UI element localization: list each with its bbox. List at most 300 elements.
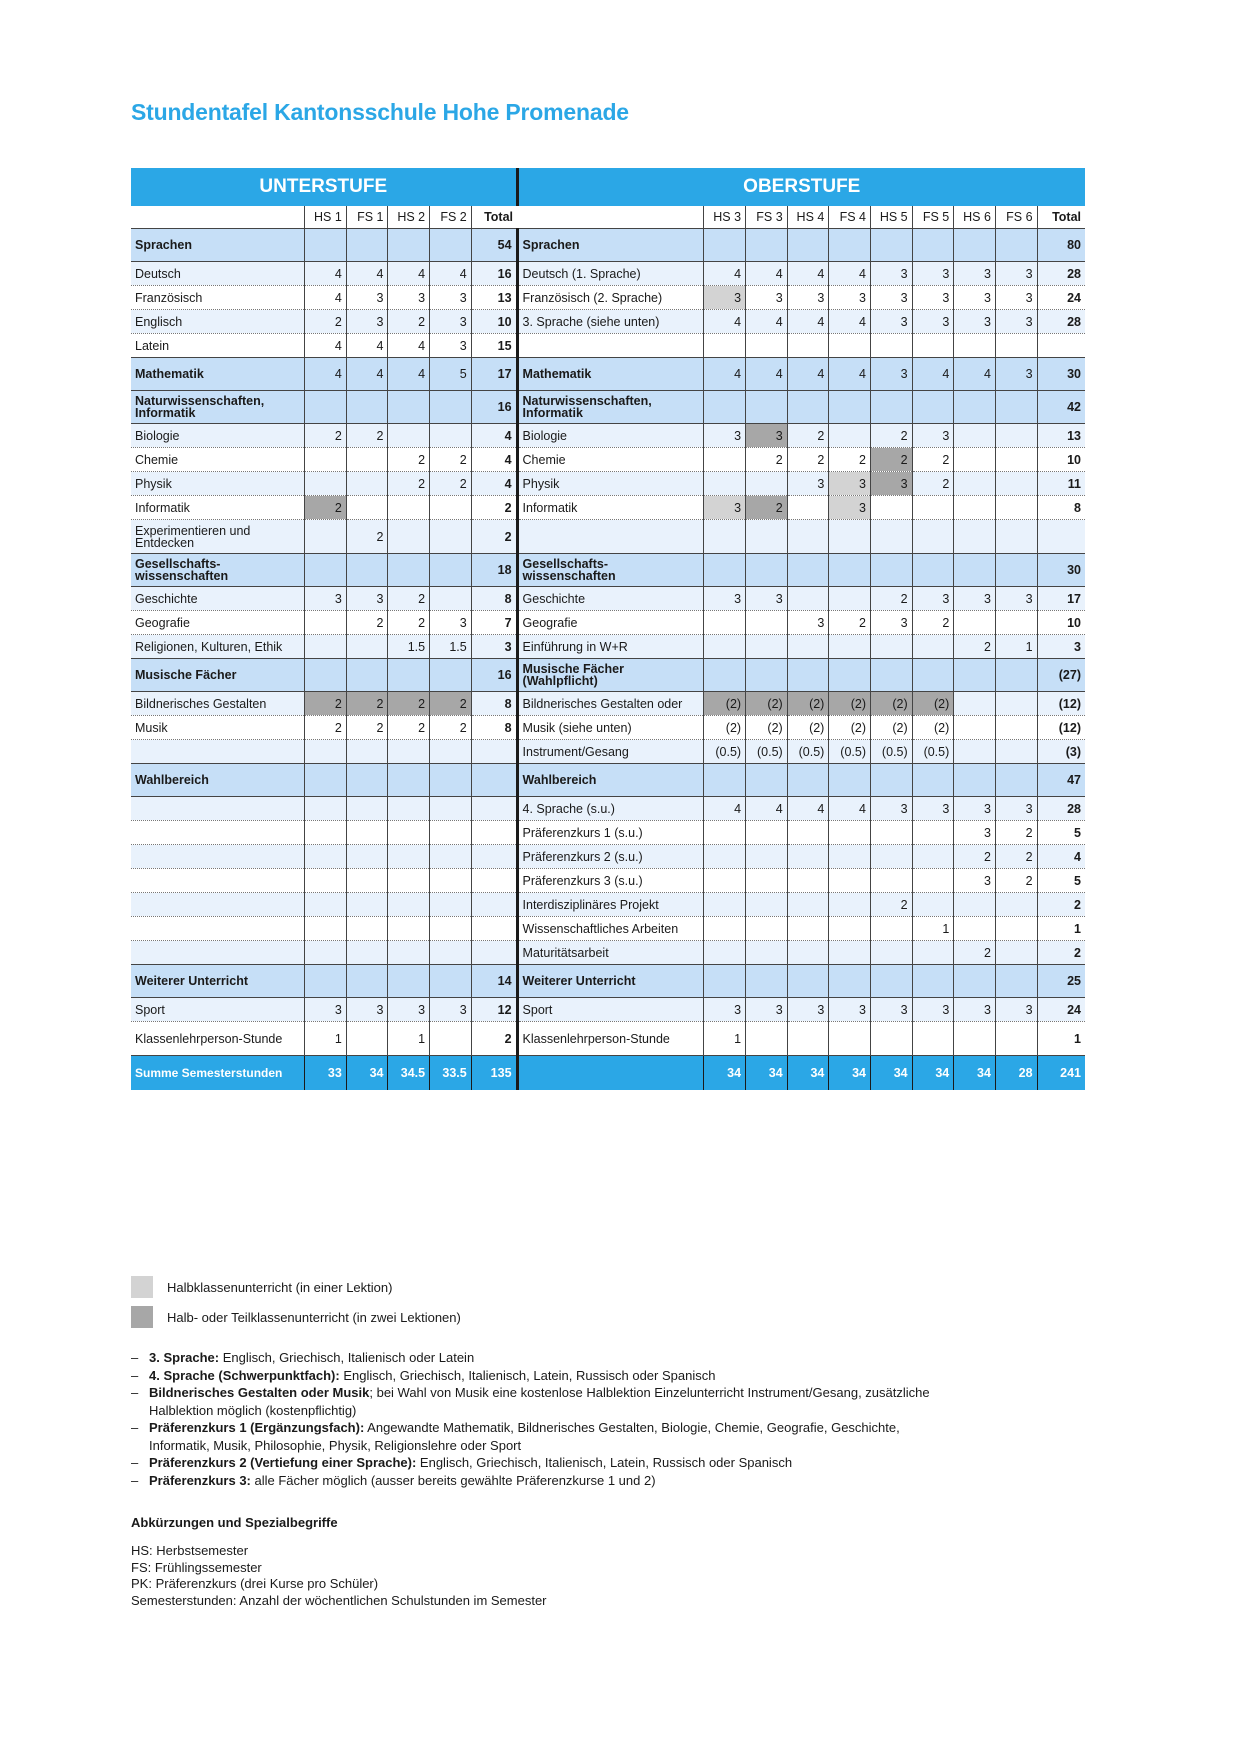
hours-cell (305, 448, 347, 472)
hours-cell: 2 (305, 310, 347, 334)
hours-cell (954, 472, 996, 496)
hours-cell: 3 (829, 998, 871, 1022)
hours-cell: 4 (787, 797, 829, 821)
hours-cell (870, 334, 912, 358)
hours-cell: 4 (704, 310, 746, 334)
hours-cell (430, 764, 472, 797)
total-cell: 10 (1037, 448, 1085, 472)
total-cell: 30 (1037, 358, 1085, 391)
hours-cell: 3 (704, 496, 746, 520)
hours-cell: 4 (704, 358, 746, 391)
total-cell: 10 (471, 310, 517, 334)
hours-cell (388, 520, 430, 554)
hours-cell: (0.5) (870, 740, 912, 764)
subject-label-unter (131, 740, 305, 764)
hours-cell (388, 821, 430, 845)
hours-cell: 3 (912, 998, 954, 1022)
hours-cell: 1 (995, 635, 1037, 659)
hours-cell (388, 496, 430, 520)
hours-cell: 2 (746, 448, 788, 472)
hours-cell: (2) (746, 692, 788, 716)
subject-label-ober: Chemie (517, 448, 704, 472)
hours-cell: 4 (388, 262, 430, 286)
hours-cell: (0.5) (746, 740, 788, 764)
hours-cell (954, 965, 996, 998)
hours-cell (346, 893, 388, 917)
hours-cell (388, 797, 430, 821)
total-cell: 18 (471, 554, 517, 587)
hours-cell: 3 (388, 998, 430, 1022)
hours-cell: 3 (995, 286, 1037, 310)
footnote-term: 4. Sprache (Schwerpunktfach): (149, 1367, 340, 1383)
hours-cell (995, 472, 1037, 496)
total-cell: 47 (1037, 764, 1085, 797)
hours-cell (995, 659, 1037, 692)
hours-cell (430, 496, 472, 520)
hours-cell (746, 334, 788, 358)
hours-cell (954, 424, 996, 448)
category-row (131, 965, 1085, 998)
hours-cell (704, 520, 746, 554)
hours-cell (305, 893, 347, 917)
hours-cell (829, 229, 871, 262)
hours-cell: 28 (995, 1056, 1037, 1091)
total-cell: 2 (1037, 941, 1085, 965)
hours-cell (746, 472, 788, 496)
hours-cell: 2 (787, 448, 829, 472)
total-cell (1037, 520, 1085, 554)
total-cell (471, 941, 517, 965)
col-header-ober: HS 4 (787, 206, 829, 229)
hours-cell: 4 (787, 358, 829, 391)
hours-cell (787, 659, 829, 692)
hours-cell (912, 659, 954, 692)
total-cell: 12 (471, 998, 517, 1022)
hours-cell: 4 (746, 358, 788, 391)
total-cell: 2 (471, 1022, 517, 1056)
subject-label-ober: Präferenzkurs 1 (s.u.) (517, 821, 704, 845)
hours-cell (746, 611, 788, 635)
hours-cell (430, 965, 472, 998)
hours-cell: 4 (912, 358, 954, 391)
hours-cell: 33.5 (430, 1056, 472, 1091)
hours-cell: 3 (704, 286, 746, 310)
footnote-item (131, 1349, 931, 1367)
hours-cell (746, 229, 788, 262)
hours-cell: 2 (870, 424, 912, 448)
hours-cell (870, 869, 912, 893)
subject-label-ober: Informatik (517, 496, 704, 520)
total-cell: 80 (1037, 229, 1085, 262)
hours-cell: 2 (912, 611, 954, 635)
hours-cell: 4 (346, 334, 388, 358)
total-cell: 17 (471, 358, 517, 391)
hours-cell (346, 821, 388, 845)
hours-cell (954, 692, 996, 716)
hours-cell: 2 (305, 716, 347, 740)
footnote-item (131, 1472, 931, 1490)
hours-cell (388, 893, 430, 917)
total-cell: 14 (471, 965, 517, 998)
hours-cell (870, 821, 912, 845)
hours-cell (430, 869, 472, 893)
hours-cell: 4 (305, 334, 347, 358)
hours-cell (954, 764, 996, 797)
oberstufe-label-header (517, 206, 704, 229)
hours-cell: 34 (704, 1056, 746, 1091)
total-cell: 2 (1037, 893, 1085, 917)
hours-cell (829, 587, 871, 611)
hours-cell: 3 (870, 797, 912, 821)
hours-cell (746, 659, 788, 692)
hours-cell (912, 869, 954, 893)
footnote-text: Angewandte Mathematik, Bildnerisches Gestalten, Biologie, Chemie, Geografie, Geschichte, Informatik, Musik, Philosophie, Physik, Religionslehre oder Sport (149, 1420, 900, 1453)
hours-cell (388, 764, 430, 797)
hours-cell (346, 845, 388, 869)
total-cell: 16 (471, 262, 517, 286)
hours-cell (388, 917, 430, 941)
hours-cell: 3 (995, 358, 1037, 391)
hours-cell: 34 (787, 1056, 829, 1091)
subject-label-unter: Klassenlehrperson-Stunde (131, 1022, 305, 1056)
hours-cell (954, 917, 996, 941)
total-cell: 17 (1037, 587, 1085, 611)
hours-cell: 4 (787, 310, 829, 334)
subject-label-ober: Interdisziplinäres Projekt (517, 893, 704, 917)
hours-cell (346, 941, 388, 965)
subject-label-unter: Französisch (131, 286, 305, 310)
hours-cell: 3 (829, 472, 871, 496)
total-cell: 241 (1037, 1056, 1085, 1091)
hours-cell (346, 554, 388, 587)
hours-cell (870, 554, 912, 587)
hours-cell (995, 520, 1037, 554)
total-cell (471, 797, 517, 821)
hours-cell (870, 845, 912, 869)
subject-row (131, 893, 1085, 917)
hours-cell (746, 764, 788, 797)
subject-label-ober: Physik (517, 472, 704, 496)
hours-cell (704, 941, 746, 965)
total-cell: 25 (1037, 965, 1085, 998)
total-cell: 2 (471, 496, 517, 520)
hours-cell (704, 334, 746, 358)
category-row (131, 391, 1085, 424)
hours-cell: 3 (995, 797, 1037, 821)
subject-row (131, 424, 1085, 448)
hours-cell (787, 229, 829, 262)
subject-label-ober: Naturwissenschaften, Informatik (517, 391, 704, 424)
total-cell: 4 (471, 448, 517, 472)
hours-cell: 3 (430, 611, 472, 635)
col-header-ober: HS 5 (870, 206, 912, 229)
hours-cell (787, 845, 829, 869)
subject-label-unter: Musik (131, 716, 305, 740)
hours-cell (954, 391, 996, 424)
hours-cell (346, 797, 388, 821)
legend-swatch-dark (131, 1306, 153, 1328)
subject-label-unter: Naturwissenschaften, Informatik (131, 391, 305, 424)
hours-cell (912, 893, 954, 917)
total-cell: 24 (1037, 998, 1085, 1022)
footnote-text: Englisch, Griechisch, Italienisch oder Latein (219, 1350, 475, 1365)
hours-cell: 4 (746, 262, 788, 286)
hours-cell: (2) (912, 692, 954, 716)
hours-cell (346, 764, 388, 797)
col-header-unter: FS 1 (346, 206, 388, 229)
hours-cell: 2 (388, 587, 430, 611)
hours-cell (829, 391, 871, 424)
subject-label-unter: Mathematik (131, 358, 305, 391)
hours-cell (704, 554, 746, 587)
total-cell (471, 893, 517, 917)
total-cell (471, 764, 517, 797)
hours-cell (704, 635, 746, 659)
hours-cell (912, 520, 954, 554)
subject-label-unter: Religionen, Kulturen, Ethik (131, 635, 305, 659)
hours-cell: 2 (995, 821, 1037, 845)
hours-cell: 2 (305, 496, 347, 520)
hours-cell: 3 (346, 310, 388, 334)
hours-cell (787, 893, 829, 917)
hours-cell (346, 635, 388, 659)
subject-label-ober: Geschichte (517, 587, 704, 611)
legend-item-dark (131, 1302, 461, 1332)
hours-cell: 2 (430, 716, 472, 740)
hours-cell (704, 893, 746, 917)
col-header-unter: FS 2 (430, 206, 472, 229)
hours-cell: 3 (870, 286, 912, 310)
footnote-text: Englisch, Griechisch, Italienisch, Latein, Russisch oder Spanisch (416, 1455, 793, 1470)
hours-cell: 1 (912, 917, 954, 941)
footnote-term: Bildnerisches Gestalten oder Musik (149, 1385, 370, 1400)
total-cell (471, 869, 517, 893)
hours-cell (829, 821, 871, 845)
hours-cell (954, 229, 996, 262)
hours-cell (870, 941, 912, 965)
abbreviations-title: Abkürzungen und Spezialbegriffe (131, 1515, 338, 1530)
legend (131, 1272, 461, 1332)
subject-label-ober: Musik (siehe unten) (517, 716, 704, 740)
hours-cell: 4 (388, 334, 430, 358)
hours-cell (787, 520, 829, 554)
hours-cell: 2 (388, 448, 430, 472)
subject-label-ober: Weiterer Unterricht (517, 965, 704, 998)
hours-cell: 4 (787, 262, 829, 286)
subject-label-ober: Musische Fächer (Wahlpflicht) (517, 659, 704, 692)
hours-cell: 3 (954, 998, 996, 1022)
subject-label-ober (517, 520, 704, 554)
hours-cell: 2 (388, 611, 430, 635)
footnote-item (131, 1454, 931, 1472)
subject-row (131, 472, 1085, 496)
hours-cell (995, 554, 1037, 587)
hours-cell: 2 (954, 845, 996, 869)
hours-cell: 4 (305, 358, 347, 391)
hours-cell (430, 797, 472, 821)
hours-cell (912, 965, 954, 998)
subject-label-unter: Sport (131, 998, 305, 1022)
hours-cell (305, 611, 347, 635)
hours-cell (870, 520, 912, 554)
col-header-ober: Total (1037, 206, 1085, 229)
hours-cell (995, 692, 1037, 716)
hours-cell (829, 941, 871, 965)
subject-label-unter: Deutsch (131, 262, 305, 286)
hours-cell: 1.5 (388, 635, 430, 659)
hours-cell: 3 (430, 310, 472, 334)
hours-cell (954, 520, 996, 554)
col-header-unter: HS 1 (305, 206, 347, 229)
hours-cell (870, 1022, 912, 1056)
subject-label-ober: 4. Sprache (s.u.) (517, 797, 704, 821)
hours-cell (870, 659, 912, 692)
hours-cell (430, 659, 472, 692)
hours-cell (746, 941, 788, 965)
total-cell: 7 (471, 611, 517, 635)
hours-cell: 3 (430, 334, 472, 358)
subject-label-unter: Bildnerisches Gestalten (131, 692, 305, 716)
hours-cell: 2 (954, 941, 996, 965)
hours-cell: 4 (829, 262, 871, 286)
total-cell: 1 (1037, 917, 1085, 941)
hours-cell (346, 472, 388, 496)
hours-cell (954, 496, 996, 520)
total-cell: 5 (1037, 821, 1085, 845)
hours-cell (430, 554, 472, 587)
hours-cell (995, 716, 1037, 740)
hours-cell (912, 554, 954, 587)
subject-row (131, 797, 1085, 821)
hours-cell (746, 965, 788, 998)
subject-row (131, 869, 1085, 893)
hours-cell (787, 496, 829, 520)
total-cell: 1 (1037, 1022, 1085, 1056)
hours-cell (305, 740, 347, 764)
total-cell (471, 845, 517, 869)
subject-label-ober: Präferenzkurs 2 (s.u.) (517, 845, 704, 869)
hours-cell (829, 659, 871, 692)
legend-item-light (131, 1272, 461, 1302)
hours-cell: 3 (870, 472, 912, 496)
hours-cell (954, 448, 996, 472)
hours-cell (388, 845, 430, 869)
hours-cell (430, 941, 472, 965)
total-cell: 8 (471, 692, 517, 716)
subject-label-unter: Physik (131, 472, 305, 496)
hours-cell (305, 917, 347, 941)
hours-cell (829, 893, 871, 917)
total-cell: 24 (1037, 286, 1085, 310)
hours-cell (746, 917, 788, 941)
hours-cell (995, 611, 1037, 635)
subject-label-unter: Geschichte (131, 587, 305, 611)
hours-cell: 3 (787, 998, 829, 1022)
hours-cell (704, 869, 746, 893)
total-cell: 2 (471, 520, 517, 554)
subject-row (131, 716, 1085, 740)
hours-cell (995, 917, 1037, 941)
subject-label-unter (131, 869, 305, 893)
hours-cell: 3 (787, 286, 829, 310)
hours-cell: 2 (870, 587, 912, 611)
hours-cell (704, 448, 746, 472)
hours-cell: 3 (995, 998, 1037, 1022)
col-header-ober: FS 5 (912, 206, 954, 229)
hours-cell: 2 (388, 692, 430, 716)
hours-cell (388, 229, 430, 262)
footnote-text: Englisch, Griechisch, Italienisch, Latein, Russisch oder Spanisch (339, 1367, 716, 1383)
category-row (131, 358, 1085, 391)
hours-cell: 34 (870, 1056, 912, 1091)
hours-cell (912, 764, 954, 797)
hours-cell: (0.5) (912, 740, 954, 764)
hours-cell: 2 (912, 472, 954, 496)
hours-cell (704, 659, 746, 692)
hours-cell (995, 893, 1037, 917)
total-cell: 28 (1037, 797, 1085, 821)
hours-cell: 1 (704, 1022, 746, 1056)
hours-cell: 2 (912, 448, 954, 472)
hours-cell (954, 554, 996, 587)
subject-label-ober: Wissenschaftliches Arbeiten (517, 917, 704, 941)
total-cell: 4 (1037, 845, 1085, 869)
hours-cell: 3 (870, 611, 912, 635)
hours-cell (430, 1022, 472, 1056)
subject-label-ober: Französisch (2. Sprache) (517, 286, 704, 310)
hours-cell (346, 965, 388, 998)
abbreviation-item: FS: Frühlingssemester (131, 1559, 262, 1575)
hours-cell: 34 (346, 1056, 388, 1091)
subject-label-unter: Wahlbereich (131, 764, 305, 797)
hours-cell: (2) (870, 716, 912, 740)
hours-cell (346, 917, 388, 941)
hours-cell (430, 520, 472, 554)
hours-cell (870, 496, 912, 520)
total-cell: (12) (1037, 692, 1085, 716)
total-cell: 4 (471, 472, 517, 496)
subject-row (131, 520, 1085, 554)
subject-label-ober (517, 1056, 704, 1091)
hours-cell: 3 (346, 587, 388, 611)
hours-cell (430, 917, 472, 941)
total-cell: 42 (1037, 391, 1085, 424)
hours-cell: 3 (746, 998, 788, 1022)
hours-cell (787, 764, 829, 797)
hours-cell (912, 496, 954, 520)
hours-cell: 2 (870, 893, 912, 917)
hours-cell: 2 (346, 520, 388, 554)
hours-cell: 2 (829, 448, 871, 472)
hours-cell (870, 391, 912, 424)
total-cell: (3) (1037, 740, 1085, 764)
total-cell: 3 (1037, 635, 1085, 659)
hours-cell (746, 635, 788, 659)
hours-cell: (2) (746, 716, 788, 740)
subject-row (131, 941, 1085, 965)
total-cell: 30 (1037, 554, 1085, 587)
hours-cell: 3 (870, 262, 912, 286)
hours-cell (388, 941, 430, 965)
hours-cell (995, 448, 1037, 472)
footnote-text: ; bei Wahl von Musik eine kostenlose Halblektion Einzelunterricht Instrument/Gesang, zusätzliche Halblektion möglich (kostenpflichtig) (149, 1385, 930, 1418)
footnotes-list (131, 1349, 931, 1489)
hours-cell: 3 (912, 587, 954, 611)
hours-cell: 2 (305, 692, 347, 716)
hours-cell (995, 740, 1037, 764)
hours-cell (829, 635, 871, 659)
hours-cell: 34 (954, 1056, 996, 1091)
